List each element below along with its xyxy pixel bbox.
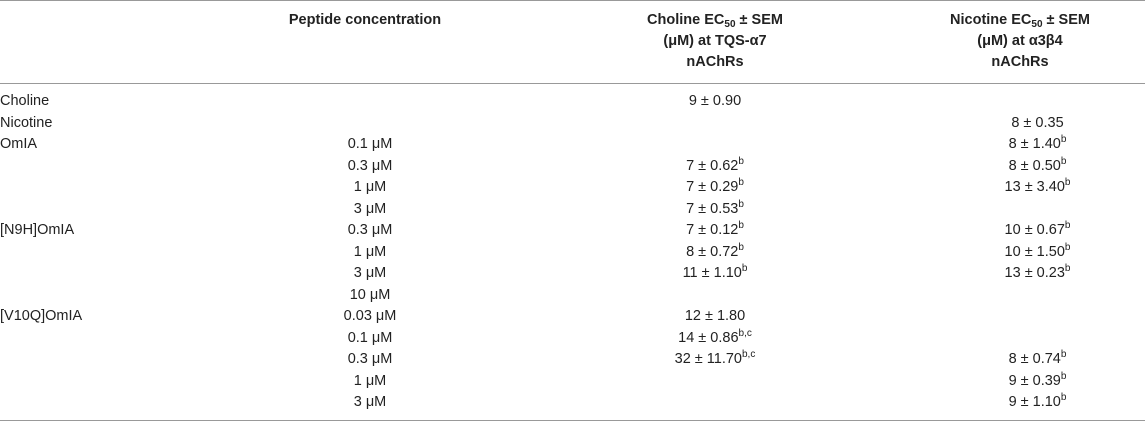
choline-footnote-marker: b <box>738 220 744 231</box>
header-nicotine-line1 <box>900 10 1140 31</box>
choline-value: 7 ± 0.53 <box>686 200 739 217</box>
table-row <box>0 134 1145 156</box>
header-choline-line2: (μM) at TQS-α7 <box>663 33 767 49</box>
row-concentration: 1 μM <box>353 179 387 195</box>
row-choline-ec50 <box>600 199 830 221</box>
row-concentration: 3 μM <box>353 200 387 217</box>
table-row <box>0 199 1145 221</box>
choline-value: 8 ± 0.72 <box>686 243 739 260</box>
table-top-rule <box>0 0 1145 1</box>
table-row <box>0 371 1145 393</box>
nicotine-value: 9 ± 0.39 <box>1008 372 1061 389</box>
table-row <box>0 220 1145 242</box>
row-nicotine-ec50 <box>930 156 1145 178</box>
header-peptide-concentration <box>240 10 490 31</box>
row-concentration: 10 μM <box>349 286 391 303</box>
row-choline-ec50 <box>600 242 830 264</box>
header-choline-ec50 <box>590 10 840 73</box>
row-nicotine-ec50 <box>930 177 1145 199</box>
table-row <box>0 242 1145 264</box>
row-choline-ec50 <box>600 263 830 285</box>
nicotine-footnote-marker: b <box>1060 349 1067 360</box>
choline-footnote-marker: b <box>738 155 744 167</box>
nicotine-value: 13 ± 3.40 <box>1004 179 1065 195</box>
header-choline-line1-suffix: ± SEM <box>735 12 783 28</box>
header-choline-line1 <box>590 10 840 31</box>
row-concentration: 3 μM <box>353 265 387 281</box>
row-concentration: 3 μM <box>353 394 387 410</box>
choline-value: 7 ± 0.12 <box>686 222 739 238</box>
row-nicotine-ec50 <box>930 220 1145 242</box>
row-nicotine-ec50 <box>930 134 1145 156</box>
header-choline-line1-text: Choline EC <box>647 12 725 28</box>
row-choline-ec50 <box>600 91 830 113</box>
table-row <box>0 306 1145 328</box>
header-nicotine-ec50 <box>900 10 1140 73</box>
choline-footnote-marker: b <box>738 198 744 210</box>
choline-value: 7 ± 0.29 <box>686 179 739 195</box>
table-row <box>0 349 1145 371</box>
choline-footnote-marker: b <box>741 263 748 274</box>
row-choline-ec50 <box>600 177 830 199</box>
table-row <box>0 156 1145 178</box>
nicotine-value: 8 ± 0.50 <box>1008 157 1061 174</box>
nicotine-footnote-marker: b <box>1064 220 1071 231</box>
row-peptide-name: [N9H]OmIA <box>0 222 75 238</box>
table-row <box>0 263 1145 285</box>
choline-footnote-marker: b <box>738 177 744 188</box>
nicotine-footnote-marker: b <box>1060 370 1067 382</box>
row-concentration: 0.3 μM <box>347 157 393 174</box>
row-nicotine-ec50 <box>930 349 1145 371</box>
header-bottom-rule <box>0 83 1145 84</box>
row-concentration: 0.3 μM <box>347 351 393 367</box>
header-nicotine-line1-suffix: ± SEM <box>1042 12 1090 28</box>
row-concentration: 0.1 μM <box>347 329 393 346</box>
choline-value: 14 ± 0.86 <box>678 329 739 346</box>
nicotine-footnote-marker: b <box>1064 241 1071 253</box>
choline-value: 12 ± 1.80 <box>684 308 746 324</box>
row-choline-ec50 <box>600 349 830 371</box>
table-row <box>0 328 1145 350</box>
table-bottom-rule <box>0 420 1145 421</box>
nicotine-value: 9 ± 1.10 <box>1008 394 1061 410</box>
header-choline-line3: nAChRs <box>686 54 744 70</box>
row-choline-ec50 <box>600 328 830 350</box>
nicotine-footnote-marker: b <box>1060 392 1067 403</box>
header-nicotine-line2: (μM) at α3β4 <box>977 33 1063 49</box>
choline-value: 9 ± 0.90 <box>688 93 742 109</box>
row-nicotine-ec50 <box>930 242 1145 264</box>
nicotine-footnote-marker: b <box>1060 134 1067 145</box>
row-nicotine-ec50 <box>930 113 1145 135</box>
nicotine-footnote-marker: b <box>1064 177 1071 188</box>
choline-footnote-marker: b,c <box>742 349 756 360</box>
row-concentration: 0.1 μM <box>347 136 393 152</box>
nicotine-footnote-marker: b <box>1064 263 1071 274</box>
table-row <box>0 113 1145 135</box>
choline-value: 7 ± 0.62 <box>686 157 739 174</box>
row-peptide-name: [V10Q]OmIA <box>0 308 83 324</box>
row-choline-ec50 <box>600 220 830 242</box>
row-concentration: 0.03 μM <box>343 308 397 324</box>
nicotine-value: 8 ± 1.40 <box>1008 136 1061 152</box>
header-choline-sub: 50 <box>724 19 736 30</box>
header-nicotine-line3: nAChRs <box>991 54 1049 70</box>
choline-footnote-marker: b,c <box>738 327 752 339</box>
row-peptide-name: Nicotine <box>0 114 53 131</box>
nicotine-value: 10 ± 0.67 <box>1004 222 1065 238</box>
row-peptide-name: OmIA <box>0 136 38 152</box>
row-concentration: 0.3 μM <box>347 222 393 238</box>
header-nicotine-sub: 50 <box>1031 19 1043 30</box>
row-nicotine-ec50 <box>930 392 1145 414</box>
nicotine-value: 13 ± 0.23 <box>1004 265 1065 281</box>
choline-footnote-marker: b <box>738 241 744 253</box>
nicotine-value: 10 ± 1.50 <box>1004 243 1065 260</box>
choline-value: 11 ± 1.10 <box>682 265 742 281</box>
nicotine-footnote-marker: b <box>1060 155 1067 167</box>
row-nicotine-ec50 <box>930 263 1145 285</box>
row-choline-ec50 <box>600 306 830 328</box>
row-choline-ec50 <box>600 156 830 178</box>
table-row <box>0 392 1145 414</box>
table-row <box>0 285 1145 307</box>
header-nicotine-line1-text: Nicotine EC <box>950 12 1032 28</box>
choline-value: 32 ± 11.70 <box>674 351 742 367</box>
row-nicotine-ec50 <box>930 371 1145 393</box>
nicotine-value: 8 ± 0.74 <box>1008 351 1061 367</box>
header-peptide-concentration-label: Peptide concentration <box>288 12 442 28</box>
table-row <box>0 177 1145 199</box>
nicotine-value: 8 ± 0.35 <box>1011 114 1064 131</box>
table-row <box>0 91 1145 113</box>
row-concentration: 1 μM <box>353 243 387 260</box>
row-concentration: 1 μM <box>353 372 387 389</box>
row-peptide-name: Choline <box>0 93 50 109</box>
